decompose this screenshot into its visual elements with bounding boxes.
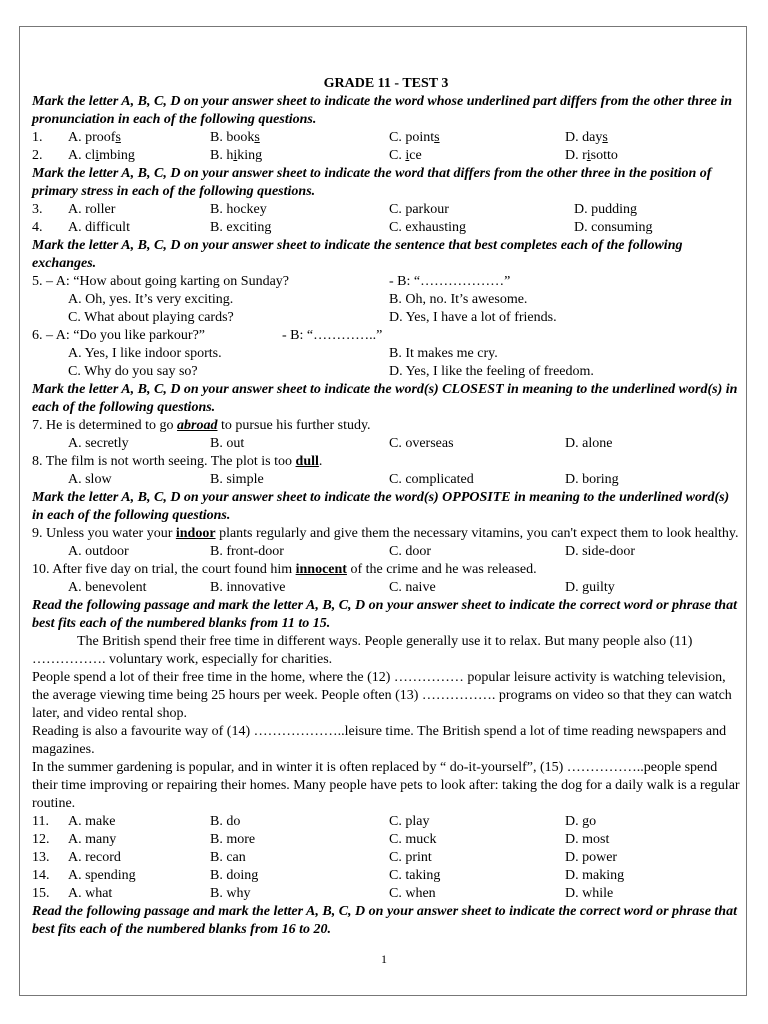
question-13: 13. A. record B. can C. print D. power bbox=[32, 850, 618, 865]
instruction-exchanges: Mark the letter A, B, C, D on your answer sheet to indicate the sentence that best completes each of the following exchanges. bbox=[32, 238, 683, 271]
question-1: 1. A. proofs B. books C. points D. days bbox=[32, 130, 608, 145]
instruction-passage-1: Read the following passage and mark the letter A, B, C, D on your answer sheet to indicate the correct word or phrase that best fits each of the numbered blanks from 11 to 15. bbox=[32, 598, 737, 631]
question-6-stem: 6. – A: “Do you like parkour?” - B: “…………..” bbox=[32, 328, 383, 343]
question-5-stem: 5. – A: “How about going karting on Sunday? - B: “………………” bbox=[32, 274, 511, 289]
question-10-stem: 10. After five day on trial, the court found him innocent of the crime and he was released. bbox=[32, 562, 537, 577]
instruction-passage-2: Read the following passage and mark the letter A, B, C, D on your answer sheet to indicate the correct word or phrase that best fits each of the numbered blanks from 16 to 20. bbox=[32, 904, 737, 937]
instruction-pronunciation: Mark the letter A, B, C, D on your answer sheet to indicate the word whose underlined part differs from the other three in pronunciation in each of the following questions. bbox=[32, 94, 733, 127]
question-7-options: A. secretly B. out C. overseas D. alone bbox=[68, 436, 613, 451]
question-2: 2. A. climbing B. hiking C. ice D. risotto bbox=[32, 148, 618, 163]
instruction-closest: Mark the letter A, B, C, D on your answer sheet to indicate the word(s) CLOSEST in meaning to the underlined word(s) in each of the following questions. bbox=[32, 382, 738, 415]
question-8-stem: 8. The film is not worth seeing. The plot is too dull. bbox=[32, 454, 323, 469]
page-title: GRADE 11 - TEST 3 bbox=[323, 76, 449, 91]
question-4: 4. A. difficult B. exciting C. exhausting D. consuming bbox=[32, 220, 653, 235]
passage-paragraph-3: Reading is also a favourite way of (14) ………………..leisure time. The British spend a lot of time reading newspapers and magazines. bbox=[32, 724, 727, 757]
question-12: 12. A. many B. more C. muck D. most bbox=[32, 832, 610, 847]
question-6-options-cd: C. Why do you say so? D. Yes, I like the feeling of freedom. bbox=[68, 364, 594, 379]
test-content bbox=[32, 75, 740, 939]
test-page bbox=[19, 26, 747, 996]
question-3: 3. A. roller B. hockey C. parkour D. pudding bbox=[32, 202, 637, 217]
question-11: 11. A. make B. do C. play D. go bbox=[32, 814, 597, 829]
passage-paragraph-2: People spend a lot of their free time in the home, where the (12) …………… popular leisure activity is watching television, the average viewing time being 25 hours per week. People often (13) ……………. programs on video so that they can watch later, and video rental shop. bbox=[32, 670, 732, 721]
question-15: 15. A. what B. why C. when D. while bbox=[32, 886, 614, 901]
question-5-options-ab: A. Oh, yes. It’s very exciting. B. Oh, no. It’s awesome. bbox=[68, 292, 528, 307]
question-14: 14. A. spending B. doing C. taking D. making bbox=[32, 868, 625, 883]
question-7-stem: 7. He is determined to go abroad to pursue his further study. bbox=[32, 418, 371, 433]
question-6-options-ab: A. Yes, I like indoor sports. B. It makes me cry. bbox=[68, 346, 498, 361]
question-9-stem: 9. Unless you water your indoor plants regularly and give them the necessary vitamins, you can't expect them to look healthy. bbox=[32, 526, 739, 541]
question-10-options: A. benevolent B. innovative C. naive D. guilty bbox=[68, 580, 615, 595]
instruction-stress: Mark the letter A, B, C, D on your answer sheet to indicate the word that differs from the other three in the position of primary stress in each of the following questions. bbox=[32, 166, 712, 199]
page-number: 1 bbox=[381, 952, 387, 966]
instruction-opposite: Mark the letter A, B, C, D on your answer sheet to indicate the word(s) OPPOSITE in meaning to the underlined word(s) in each of the following questions. bbox=[32, 490, 730, 523]
question-8-options: A. slow B. simple C. complicated D. boring bbox=[68, 472, 619, 487]
question-9-options: A. outdoor B. front-door C. door D. side-door bbox=[68, 544, 635, 559]
question-5-options-cd: C. What about playing cards? D. Yes, I have a lot of friends. bbox=[68, 310, 557, 325]
passage-paragraph-1: The British spend their free time in different ways. People generally use it to relax. But many people also (11) ……………. voluntary work, especially for charities. bbox=[32, 634, 693, 667]
passage-paragraph-4: In the summer gardening is popular, and in winter it is often replaced by “ do-it-yourself”, (15) ……………..people spend their time improving or repairing their homes. Many people have pets to look after: taking the dog for a daily walk is a regular routine. bbox=[32, 760, 740, 811]
